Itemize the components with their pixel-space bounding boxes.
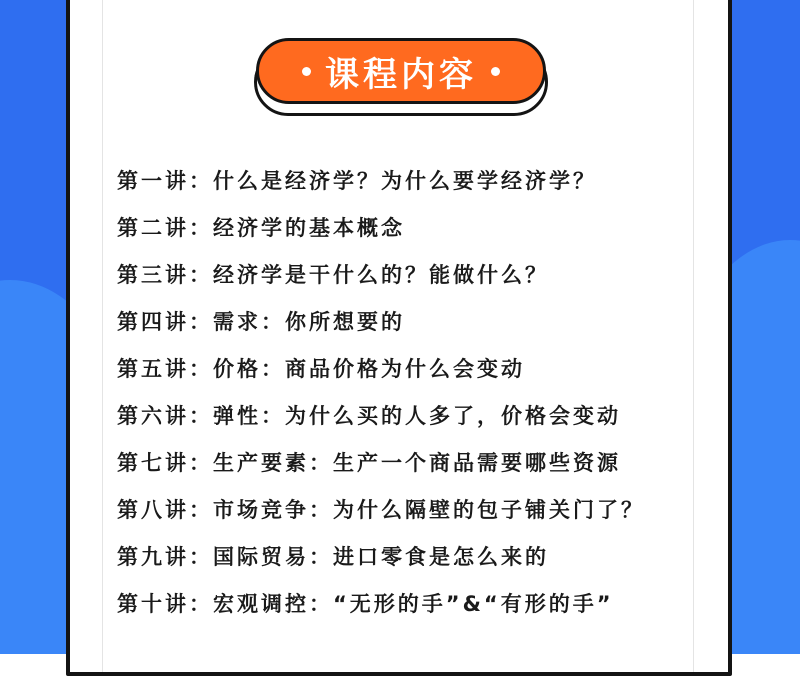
lesson-title: 生产要素：生产一个商品需要哪些资源 [213,451,621,475]
lesson-title: 什么是经济学？为什么要学经济学？ [213,169,597,193]
lesson-label: 第四讲： [117,310,213,334]
lesson-label: 第九讲： [117,545,213,569]
lesson-title: 经济学的基本概念 [213,216,405,240]
lesson-label: 第五讲： [117,357,213,381]
lesson-label: 第二讲： [117,216,213,240]
list-item [117,305,645,352]
bullet-dot-icon [302,67,311,76]
list-item [117,587,645,634]
lesson-label: 第六讲： [117,404,213,428]
section-title: 课程内容 [325,54,477,95]
list-item [117,399,645,446]
lesson-title: 经济学是干什么的？能做什么？ [213,263,549,287]
list-item [117,164,645,211]
section-title-badge [256,38,546,104]
lesson-label: 第十讲： [117,592,213,616]
lesson-title: 市场竞争：为什么隔壁的包子铺关门了？ [213,498,645,522]
lesson-label: 第三讲： [117,263,213,287]
list-item [117,258,645,305]
lesson-label: 第七讲： [117,451,213,475]
lesson-list [117,164,645,634]
list-item [117,211,645,258]
list-item [117,493,645,540]
lesson-label: 第八讲： [117,498,213,522]
lesson-title: 弹性：为什么买的人多了，价格会变动 [213,404,621,428]
list-item [117,540,645,587]
lesson-title: 国际贸易：进口零食是怎么来的 [213,545,549,569]
lesson-label: 第一讲： [117,169,213,193]
lesson-title: 需求：你所想要的 [213,310,405,334]
lesson-title: 宏观调控：“无形的手”&“有形的手” [213,592,614,616]
list-item [117,352,645,399]
lesson-title: 价格：商品价格为什么会变动 [213,357,525,381]
bullet-dot-icon [491,67,500,76]
list-item [117,446,645,493]
